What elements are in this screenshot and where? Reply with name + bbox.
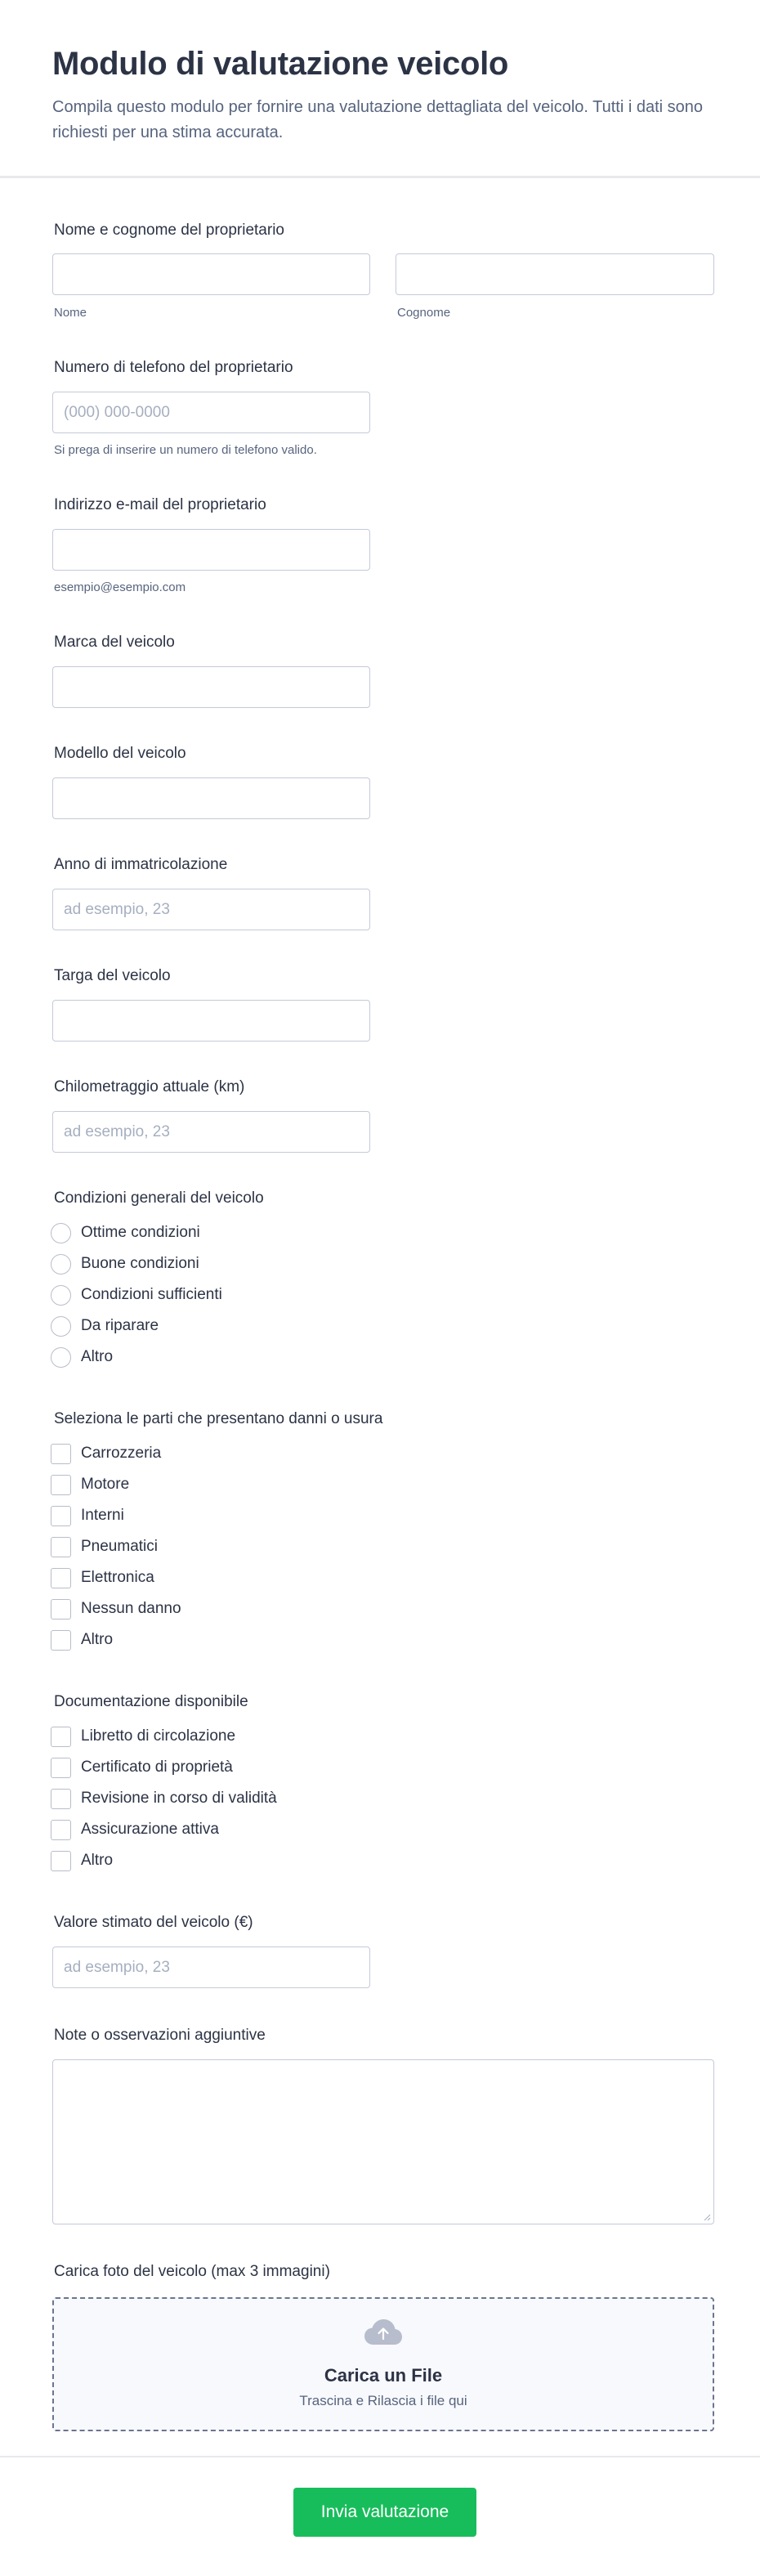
- radio-button[interactable]: [51, 1285, 71, 1306]
- checkbox[interactable]: [51, 1727, 71, 1747]
- damage-option-label: Interni: [81, 1507, 124, 1524]
- documents-option[interactable]: [51, 1787, 277, 1810]
- documents-option[interactable]: [51, 1756, 233, 1779]
- condition-option[interactable]: [51, 1315, 159, 1337]
- damage-label: Seleziona le parti che presentano danni o usura: [54, 1410, 383, 1427]
- condition-option[interactable]: [51, 1284, 222, 1306]
- form-header: [0, 0, 760, 178]
- checkbox[interactable]: [51, 1444, 71, 1464]
- value-input[interactable]: [52, 1947, 370, 1988]
- last-name-sublabel: Cognome: [397, 306, 451, 320]
- condition-option-label: Da riparare: [81, 1317, 159, 1334]
- file-upload-dropzone[interactable]: [52, 2297, 714, 2431]
- checkbox[interactable]: [51, 1758, 71, 1778]
- damage-option-label: Nessun danno: [81, 1600, 181, 1617]
- form-description: Compila questo modulo per fornire una valutazione dettagliata del veicolo. Tutti i dati sono richiesti per una stima accurata.: [52, 98, 704, 141]
- damage-option[interactable]: [51, 1535, 158, 1558]
- damage-option[interactable]: [51, 1566, 154, 1589]
- checkbox[interactable]: [51, 1537, 71, 1557]
- submit-button[interactable]: Invia valutazione: [293, 2488, 476, 2537]
- condition-option[interactable]: [51, 1346, 113, 1369]
- checkbox[interactable]: [51, 1820, 71, 1840]
- phone-sublabel: Si prega di inserire un numero di telefono valido.: [54, 443, 317, 457]
- upload-title: Carica un File: [324, 2365, 443, 2386]
- documents-option-label: Revisione in corso di validità: [81, 1790, 277, 1807]
- email-input[interactable]: [52, 529, 370, 571]
- make-input[interactable]: [52, 666, 370, 708]
- make-label: Marca del veicolo: [54, 634, 175, 651]
- documents-option-label: Libretto di circolazione: [81, 1727, 236, 1745]
- email-label: Indirizzo e-mail del proprietario: [54, 496, 266, 513]
- radio-button[interactable]: [51, 1254, 71, 1275]
- photos-label: Carica foto del veicolo (max 3 immagini): [54, 2263, 330, 2280]
- damage-option[interactable]: [51, 1504, 124, 1527]
- phone-input[interactable]: [52, 392, 370, 433]
- damage-option-label: Altro: [81, 1631, 114, 1648]
- damage-option-label: Pneumatici: [81, 1538, 158, 1555]
- damage-option[interactable]: [51, 1628, 113, 1651]
- condition-option-label: Ottime condizioni: [81, 1224, 200, 1241]
- first-name-sublabel: Nome: [54, 306, 87, 320]
- checkbox[interactable]: [51, 1851, 71, 1871]
- condition-option-label: Buone condizioni: [81, 1255, 199, 1272]
- form-title: Modulo di valutazione veicolo: [52, 46, 509, 82]
- year-label: Anno di immatricolazione: [54, 856, 228, 873]
- plate-label: Targa del veicolo: [54, 967, 171, 984]
- resize-grip-icon[interactable]: [703, 2213, 711, 2221]
- checkbox[interactable]: [51, 1475, 71, 1495]
- notes-label: Note o osservazioni aggiuntive: [54, 2027, 266, 2044]
- checkbox[interactable]: [51, 1568, 71, 1588]
- checkbox[interactable]: [51, 1789, 71, 1809]
- notes-textarea[interactable]: [52, 2059, 714, 2224]
- footer-divider: [0, 2456, 760, 2457]
- documents-option[interactable]: [51, 1725, 235, 1748]
- damage-option[interactable]: [51, 1442, 161, 1465]
- checkbox[interactable]: [51, 1506, 71, 1526]
- documents-option[interactable]: [51, 1818, 219, 1841]
- condition-label: Condizioni generali del veicolo: [54, 1189, 264, 1207]
- radio-button[interactable]: [51, 1223, 71, 1243]
- model-input[interactable]: [52, 777, 370, 819]
- documents-option-label: Assicurazione attiva: [81, 1821, 219, 1838]
- documents-label: Documentazione disponibile: [54, 1693, 248, 1710]
- damage-option[interactable]: [51, 1597, 181, 1620]
- damage-option-label: Elettronica: [81, 1569, 154, 1586]
- damage-option[interactable]: [51, 1473, 129, 1496]
- condition-option-label: Condizioni sufficienti: [81, 1286, 222, 1303]
- condition-option[interactable]: [51, 1221, 200, 1244]
- mileage-label: Chilometraggio attuale (km): [54, 1078, 245, 1095]
- damage-option-label: Motore: [81, 1476, 130, 1493]
- radio-button[interactable]: [51, 1347, 71, 1368]
- plate-input[interactable]: [52, 1000, 370, 1042]
- last-name-input[interactable]: [396, 253, 714, 295]
- documents-option-label: Certificato di proprietà: [81, 1758, 233, 1776]
- checkbox[interactable]: [51, 1599, 71, 1620]
- documents-option[interactable]: [51, 1849, 113, 1872]
- checkbox[interactable]: [51, 1630, 71, 1651]
- radio-button[interactable]: [51, 1316, 71, 1337]
- mileage-input[interactable]: [52, 1111, 370, 1153]
- phone-label: Numero di telefono del proprietario: [54, 359, 293, 376]
- first-name-input[interactable]: [52, 253, 370, 295]
- damage-option-label: Carrozzeria: [81, 1445, 162, 1462]
- email-sublabel: esempio@esempio.com: [54, 580, 186, 594]
- condition-option[interactable]: [51, 1252, 199, 1275]
- documents-option-label: Altro: [81, 1852, 114, 1869]
- year-input[interactable]: [52, 889, 370, 930]
- model-label: Modello del veicolo: [54, 745, 186, 762]
- value-label: Valore stimato del veicolo (€): [54, 1914, 253, 1931]
- upload-subtitle: Trascina e Rilascia i file qui: [299, 2393, 467, 2408]
- condition-option-label: Altro: [81, 1348, 114, 1365]
- owner-name-label: Nome e cognome del proprietario: [54, 222, 284, 239]
- cloud-upload-icon: [364, 2318, 403, 2346]
